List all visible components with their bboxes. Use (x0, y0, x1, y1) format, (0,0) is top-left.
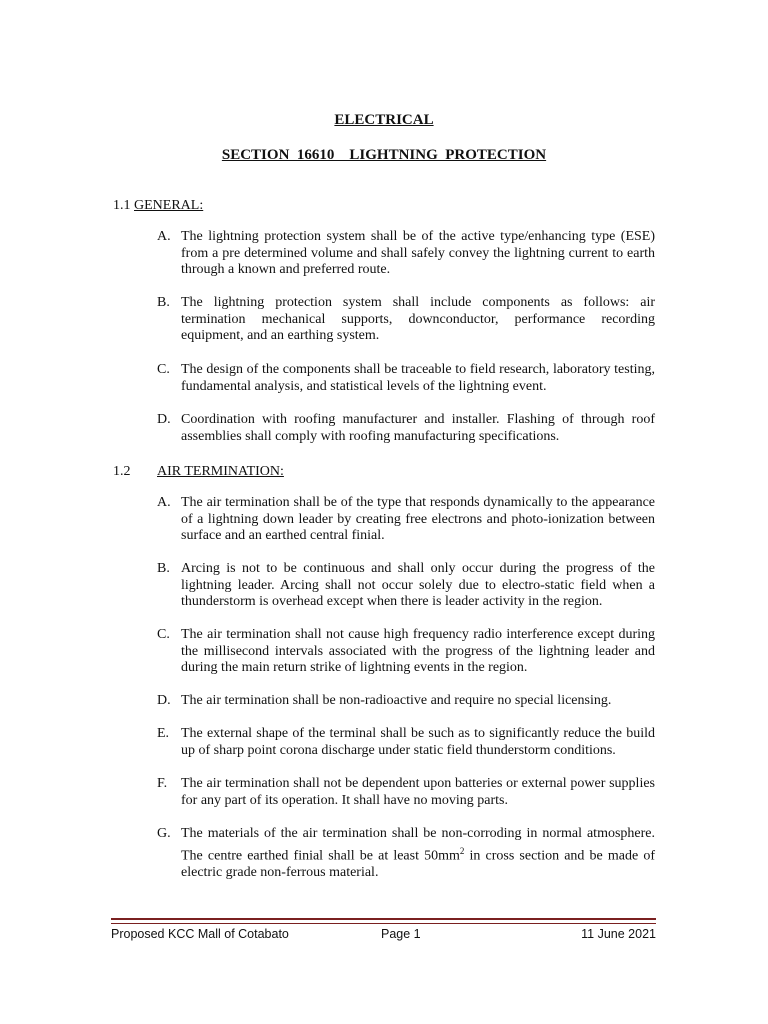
list-item: B. The lightning protection system shall include components as follows: air termination mechanical supports, downconductor, performance recording equipment, and an earthing system. (157, 295, 655, 344)
list-item: F. The air termination shall not be dependent upon batteries or external power supplies for any part of its operation. It shall have no moving parts. (157, 776, 655, 808)
footer-date: 11 June 2021 (581, 927, 656, 941)
list-item: G. The materials of the air termination shall be non-corroding in normal atmosphere. The centre earthed finial shall be at least $50mm^2$ in cross section and be made of electric grade non-ferrous material. (157, 826, 655, 880)
list-item: A. The lightning protection system shall be of the active type/enhancing type (ESE) from a pre determined volume and shall safely convey the lightning current to earth through a known and preferred route. (157, 229, 655, 278)
footer-page-number: Page 1 (381, 927, 421, 941)
section-number-air-termination: 1.2 (113, 464, 131, 479)
list-item: C. The air termination shall not cause high frequency radio interference except during the millisecond intervals associated with the progress of the lightning leader and during the main return strike of lightning events in the region. (157, 627, 655, 676)
section-heading-air-termination: AIR TERMINATION: (157, 464, 284, 479)
superscript-2: 2 (459, 845, 465, 856)
list-item: E. The external shape of the terminal shall be such as to significantly reduce the build up of sharp point corona discharge under static field thunderstorm conditions. (157, 726, 655, 758)
footer-divider (111, 918, 656, 920)
list-item: A. The air termination shall be of the type that responds dynamically to the appearance of a lightning down leader by creating free electrons and photo-ionization between surface and an earthed central finial. (157, 495, 655, 544)
list-item: C. The design of the components shall be traceable to field research, laboratory testing, fundamental analysis, and statistical levels of the lightning event. (157, 362, 655, 394)
footer-divider-thin (111, 923, 656, 924)
document-heading: ELECTRICAL (334, 112, 434, 128)
list-item: D. The air termination shall be non-radioactive and require no special licensing. (157, 693, 612, 708)
footer-project-name: Proposed KCC Mall of Cotabato (111, 927, 289, 941)
list-item: B. Arcing is not to be continuous and shall only occur during the progress of the lightning leader. Arcing shall not occur solely due to electro-static field when a thunderstorm is overhead except when there is leader activity in the region. (157, 561, 655, 610)
list-item: D. Coordination with roofing manufacturer and installer. Flashing of through roof assemblies shall comply with roofing manufacturing specifications. (157, 412, 655, 444)
section-title: SECTION 16610 LIGHTNING PROTECTION (221, 147, 547, 163)
section-heading-general: 1.1 GENERAL: (113, 198, 204, 213)
